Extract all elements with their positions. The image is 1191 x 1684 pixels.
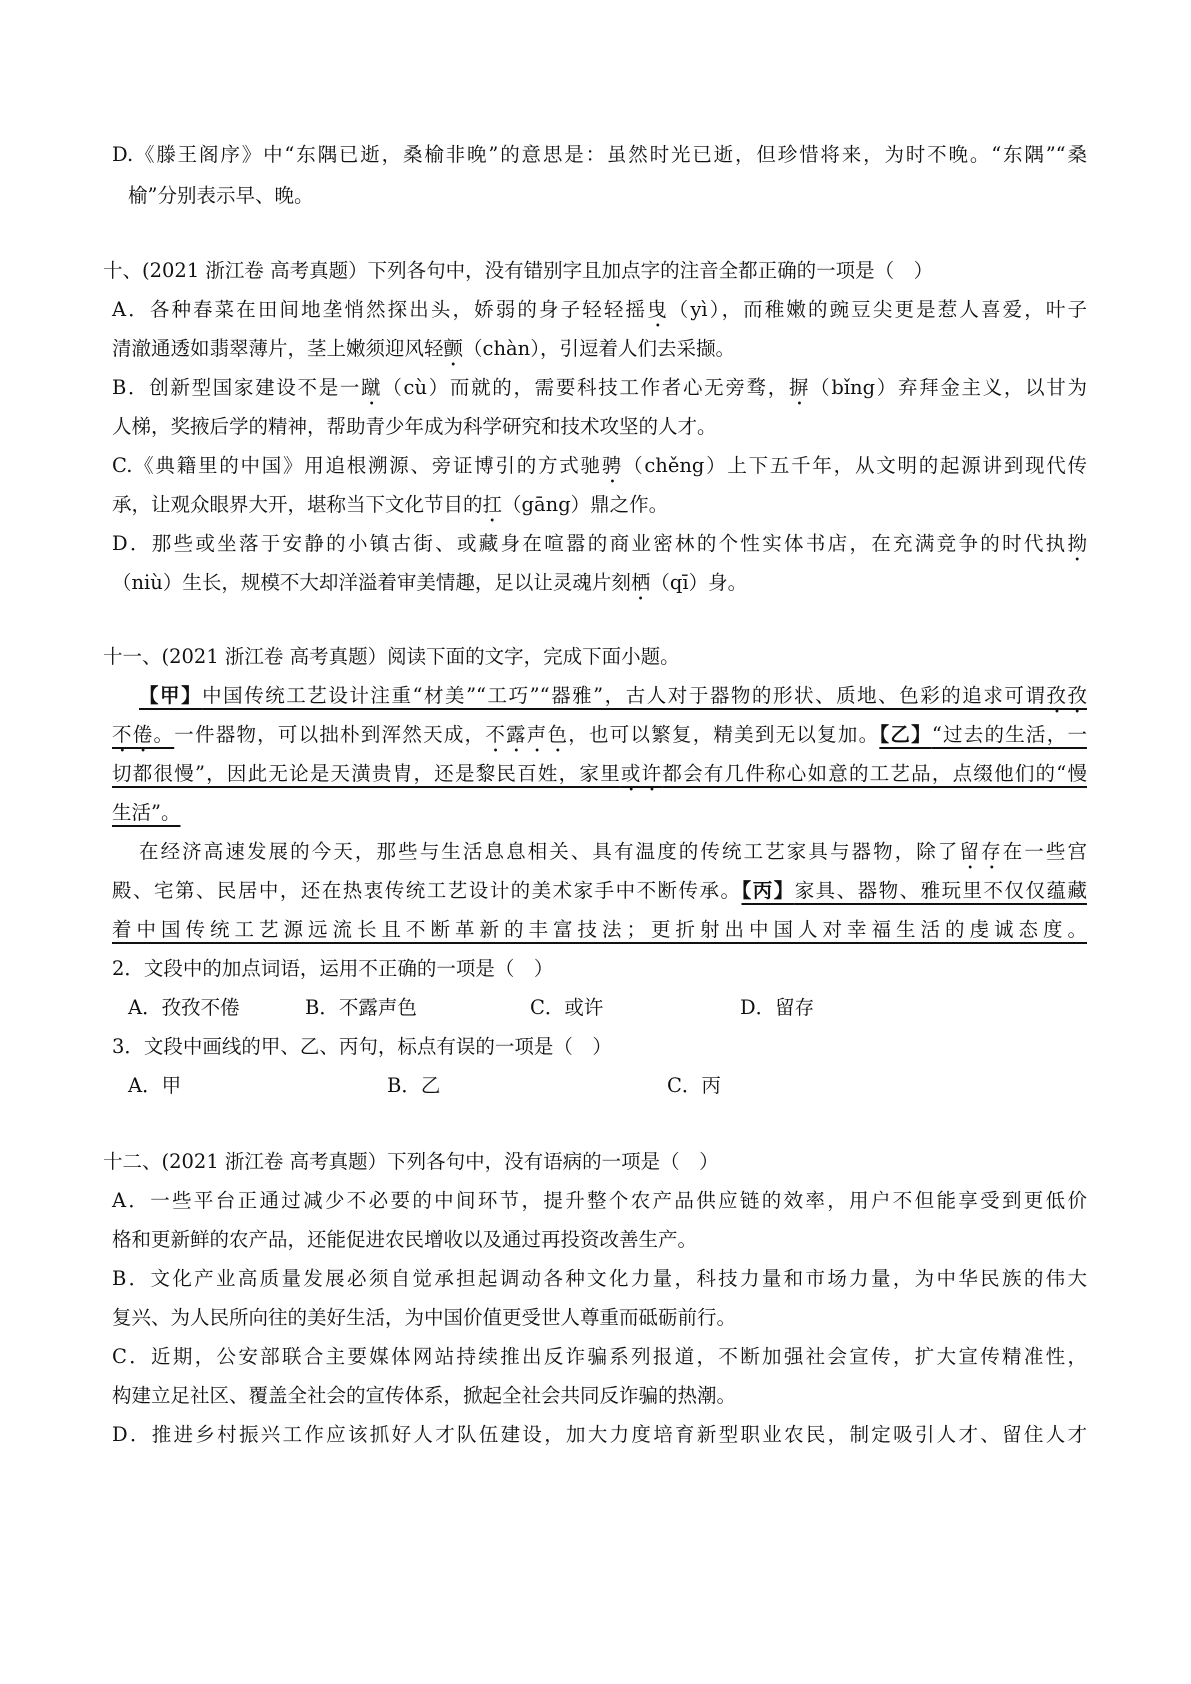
dotted-char: 颤 xyxy=(443,337,464,360)
marker-bing: 【丙】 xyxy=(741,879,795,902)
marker-yi: 【乙】 xyxy=(879,723,932,746)
q11-sub3-option-a[interactable]: A．甲 xyxy=(128,1074,182,1097)
marker-jia: 【甲】 xyxy=(139,684,203,707)
q11-sub3-stem: 3．文段中画线的甲、乙、丙句，标点有误的一项是（ ） xyxy=(112,1035,612,1058)
q10-option-d-line1: D．那些或坐落于安静的小镇古街、或藏身在喧嚣的商业密林的个性实体书店，在充满竞争的时代执拗 xyxy=(112,532,1087,555)
q11-para1-line2: 不倦。一件器物，可以拙朴到浑然天成，不露声色，也可以繁复，精美到无以复加。【乙】“过去的生活，一 xyxy=(112,723,1087,746)
dotted-char: 扛 xyxy=(482,493,503,516)
dotted-word: 留存 xyxy=(959,840,1003,863)
q12-option-c-line2: 构建立足社区、覆盖全社会的宣传体系，掀起全社会共同反诈骗的热潮。 xyxy=(112,1384,737,1407)
q12-option-a-line2: 格和更新鲜的农产品，还能促进农民增收以及通过再投资改善生产。 xyxy=(112,1228,698,1251)
q10-option-d-line2: （niù）生长，规模不大却洋溢着审美情趣，足以让灵魂片刻栖（qī）身。 xyxy=(112,571,748,594)
q10-option-b-line1: B．创新型国家建设不是一蹴（cù）而就的，需要科技工作者心无旁骛，摒（bǐng）弃拜金主义，以甘为 xyxy=(112,376,1087,399)
q11-para2-line2: 殿、宅第、民居中，还在热衷传统工艺设计的美术家手中不断传承。【丙】家具、器物、雅玩里不仅仅蕴藏 xyxy=(112,879,1087,902)
q10-option-c-line1: C.《典籍里的中国》用追根溯源、旁证博引的方式驰骋（chěng）上下五千年，从文明的起源讲到现代传 xyxy=(112,454,1087,477)
q11-sub2-option-d[interactable]: D．留存 xyxy=(740,996,815,1019)
q11-sub2-option-a[interactable]: A．孜孜不倦 xyxy=(128,996,240,1019)
q12-option-c-line1: C．近期，公安部联合主要媒体网站持续推出反诈骗系列报道，不断加强社会宣传，扩大宣传精准性， xyxy=(112,1345,1087,1368)
q9-option-d-line2: 榆”分别表示早、晚。 xyxy=(128,184,314,207)
dotted-char: 蹴 xyxy=(361,376,383,399)
dotted-word: 或许 xyxy=(620,762,663,785)
q10-option-a-line1: A．各种春菜在田间地垄悄然探出头，娇弱的身子轻轻摇曳（yì），而稚嫩的豌豆尖更是惹人喜爱，叶子 xyxy=(112,298,1087,321)
q11-para1-line3: 切都很慢”，因此无论是天潢贵胄，还是黎民百姓，家里或许都会有几件称心如意的工艺品，点缀他们的“慢 xyxy=(112,762,1087,785)
q12-option-a-line1: A．一些平台正通过减少不必要的中间环节，提升整个农产品供应链的效率，用户不但能享受到更低价 xyxy=(112,1189,1087,1212)
q11-sub2-stem: 2．文段中的加点词语，运用不正确的一项是（ ） xyxy=(112,957,554,980)
dotted-word: 孜孜 xyxy=(1046,684,1087,707)
q11-sub3-option-b[interactable]: B．乙 xyxy=(387,1074,441,1097)
q10-stem: 十、(2021 浙江卷 高考真题）下列各句中，没有错别字且加点字的注音全都正确的一项是（ ） xyxy=(103,259,934,282)
q10-option-c-line2: 承，让观众眼界大开，堪称当下文化节目的扛（gāng）鼎之作。 xyxy=(112,493,669,516)
q11-para1-line4: 生活”。 xyxy=(112,801,181,824)
q11-sub2-option-b[interactable]: B．不露声色 xyxy=(305,996,417,1019)
q10-option-a-line2: 清澈通透如翡翠薄片，茎上嫩须迎风轻颤（chàn），引逗着人们去采撷。 xyxy=(112,337,735,360)
q11-para2-line1: 在经济高速发展的今天，那些与生活息息相关、具有温度的传统工艺家具与器物，除了留存在一些宫 xyxy=(139,840,1087,863)
dotted-char: 拗 xyxy=(1067,532,1087,555)
q11-para1-line1: 【甲】中国传统工艺设计注重“材美”“工巧”“器雅”，古人对于器物的形状、质地、色彩的追求可谓孜孜 xyxy=(139,684,1087,707)
q11-stem: 十一、(2021 浙江卷 高考真题）阅读下面的文字，完成下面小题。 xyxy=(103,645,680,668)
q11-sub3-option-c[interactable]: C．丙 xyxy=(667,1074,721,1097)
q10-option-b-line2: 人梯，奖掖后学的精神，帮助青少年成为科学研究和技术攻坚的人才。 xyxy=(112,415,717,438)
q12-option-b-line2: 复兴、为人民所向往的美好生活，为中国价值更受世人尊重而砥砺前行。 xyxy=(112,1306,737,1329)
dotted-char: 骋 xyxy=(601,454,624,477)
dotted-char: 曳 xyxy=(647,298,669,321)
q12-option-b-line1: B．文化产业高质量发展必须自觉承担起调动各种文化力量，科技力量和市场力量，为中华民族的伟大 xyxy=(112,1267,1087,1290)
dotted-word: 不倦 xyxy=(112,723,154,746)
dotted-char: 摒 xyxy=(788,376,811,399)
q12-stem: 十二、(2021 浙江卷 高考真题）下列各句中，没有语病的一项是（ ） xyxy=(103,1150,719,1173)
dotted-word: 不露声色 xyxy=(485,723,569,746)
dotted-char: 栖 xyxy=(630,571,651,594)
q9-option-d-line1: D.《滕王阁序》中“东隅已逝，桑榆非晚”的意思是：虽然时光已逝，但珍惜将来，为时不晚。“东隅”“桑 xyxy=(112,143,1087,166)
q11-sub2-option-c[interactable]: C．或许 xyxy=(530,996,604,1019)
q12-option-d-line1: D．推进乡村振兴工作应该抓好人才队伍建设，加大力度培育新型职业农民，制定吸引人才、留住人才 xyxy=(112,1423,1087,1446)
q11-para2-line3: 着中国传统工艺源远流长且不断革新的丰富技法；更折射出中国人对幸福生活的虔诚态度。 xyxy=(112,918,1087,941)
